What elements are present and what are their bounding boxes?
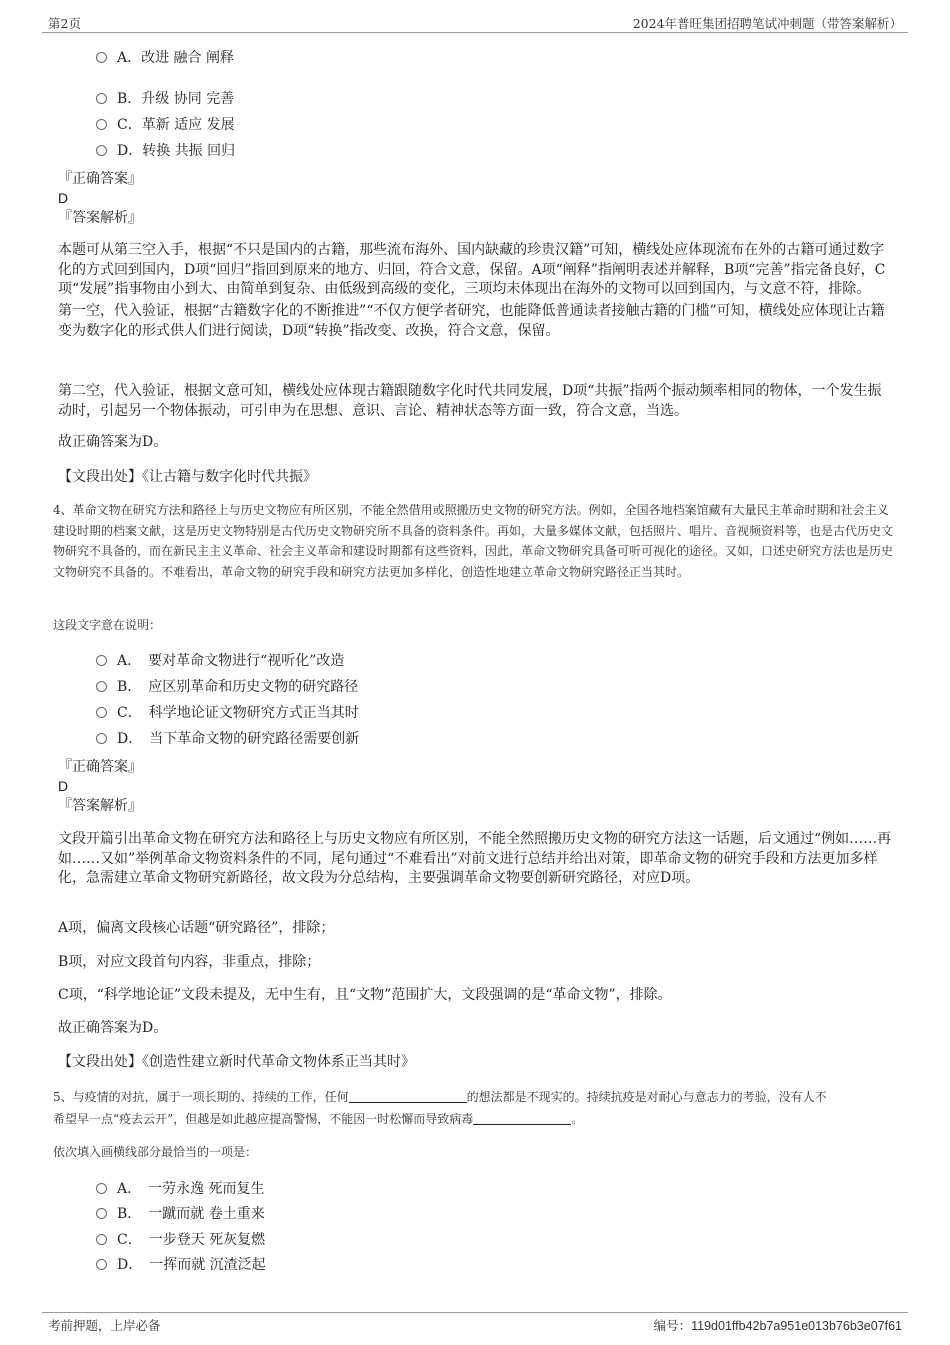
document-id: 编号：119d01ffb42b7a951e013b76b3e07f61 (653, 1319, 902, 1333)
radio-icon[interactable] (96, 1208, 107, 1219)
q4-analysis-item: C项，“科学地论证”文段未提及，无中生有，且“文物”范围扩大，文段强调的是“革命文物”，排除。 (58, 987, 672, 1003)
radio-icon[interactable] (96, 707, 107, 718)
q4-analysis-conclusion: 故正确答案为D。 (58, 1020, 168, 1036)
q3-option-c[interactable]: C．革新 适应 发展 (96, 116, 235, 134)
radio-icon[interactable] (96, 93, 107, 104)
q4-option-d[interactable]: D． 当下革命文物的研究路径需要创新 (96, 730, 359, 748)
q4-option-c[interactable]: C． 科学地论证文物研究方式正当其时 (96, 704, 359, 722)
q4-answer: D (58, 778, 69, 794)
q3-answer: D (58, 190, 69, 206)
q4-prompt: 这段文字意在说明： (53, 618, 162, 632)
q5-stem-line1: 5、与疫情的对抗，属于一项长期的、持续的工作，任何 的想法都是不现实的。持续抗疫是对耐心与意志力的考验，没有人不 (53, 1090, 827, 1104)
radio-icon[interactable] (96, 52, 107, 63)
q5-prompt: 依次填入画横线部分最恰当的一项是： (53, 1145, 258, 1159)
q3-analysis-paragraph: 第一空，代入验证，根据“古籍数字化的不断推进”“不仅方便学者研究，也能降低普通读者接触古籍的门槛”可知，横线处应体现让古籍变为数字化的形式供人们进行阅读，D项“转换”指改变、改换，符合文意，保留。 (58, 303, 885, 339)
page-footer (42, 1312, 908, 1335)
q4-source: 【文段出处】《创造性建立新时代革命文物体系正当其时》 (58, 1054, 415, 1070)
radio-icon[interactable] (96, 655, 107, 666)
radio-icon[interactable] (96, 681, 107, 692)
q4-option-a[interactable]: A． 要对革命文物进行“视听化”改造 (96, 652, 344, 670)
radio-icon[interactable] (96, 1259, 107, 1270)
radio-icon[interactable] (96, 145, 107, 156)
blank-line[interactable] (473, 1112, 571, 1125)
document-title: 2024年普旺集团招聘笔试冲刺题（带答案解析） (632, 16, 902, 31)
radio-icon[interactable] (96, 1234, 107, 1245)
page-number: 第2页 (48, 16, 81, 31)
q3-source: 【文段出处】《让古籍与数字化时代共振》 (58, 469, 317, 485)
q4-analysis-paragraph: 文段开篇引出革命文物在研究方法和路径上与历史文物应有所区别，不能全然照搬历史文物的研究方法这一话题，后文通过“例如……再如……又如”举例革命文物资料条件的不同，尾句通过“不难看出”对前文进行总结并给出对策，即革命文物的研究手段和方法更加多样化，急需建立革命文物研究新路径，故文段为分总结构，主要强调革命文物要创新研究路径，对应D项。 (58, 831, 892, 886)
radio-icon[interactable] (96, 119, 107, 130)
q4-stem: 4、革命文物在研究方法和路径上与历史文物应有所区别，不能全然借用或照搬历史文物的研究方法。例如，全国各地档案馆藏有大量民主革命时期和社会主义建设时期的档案文献，这是历史文物特别是古代历史文物研究所不具备的资料条件。再如，大量多媒体文献，包括照片、唱片、音视频资料等，也是古代历史文物研究不具备的，而在新民主主义革命、社会主义革命和建设时期都有这些资料，因此，革命文物研究具备可听可视化的途径。又如，口述史研究方法也是历史文物研究不具备的。不难看出，革命文物的研究手段和研究方法更加多样化，创造性地建立革命文物研究路径正当其时。 (53, 503, 894, 579)
q3-analysis-paragraph: 第二空，代入验证，根据文意可知，横线处应体现古籍跟随数字化时代共同发展，D项“共振”指两个振动频率相同的物体，一个发生振动时，引起另一个物体振动，可引申为在思想、意识、言论、精神状态等方面一致，符合文意，当选。 (58, 383, 882, 419)
q3-option-d[interactable]: D．转换 共振 回归 (96, 142, 235, 160)
radio-icon[interactable] (96, 1183, 107, 1194)
q3-analysis-label: 『答案解析』 (58, 210, 142, 226)
q3-option-b[interactable]: B．升级 协同 完善 (96, 90, 234, 108)
q4-analysis-item: A项，偏离文段核心话题“研究路径”，排除； (58, 920, 335, 936)
q4-option-b[interactable]: B． 应区别革命和历史文物的研究路径 (96, 678, 358, 696)
q5-option-b[interactable]: B． 一蹴而就 卷土重来 (96, 1205, 265, 1223)
q4-analysis-label: 『答案解析』 (58, 798, 142, 814)
blank-line[interactable] (349, 1090, 467, 1103)
q5-option-d[interactable]: D． 一挥而就 沉渣泛起 (96, 1256, 266, 1274)
q5-stem-line2: 希望早一点“疫去云开”，但越是如此越应提高警惕，不能因一时松懈而导致病毒 。 (53, 1112, 584, 1126)
page-header (42, 14, 908, 33)
q3-option-a[interactable]: A．改进 融合 阐释 (96, 49, 234, 67)
q3-analysis-conclusion: 故正确答案为D。 (58, 434, 168, 450)
q3-answer-label: 『正确答案』 (58, 171, 142, 187)
q3-analysis-paragraph: 本题可从第三空入手，根据“不只是国内的古籍，那些流布海外、国内缺藏的珍贵汉籍”可知，横线处应体现流布在外的古籍可通过数字化的方式回到国内，D项“回归”指回到原来的地方、归回，符合文意，保留。A项“阐释”指阐明表述并解释，B项“完善”指完备良好，C项“发展”指事物由小到大、由简单到复杂、由低级到高级的变化，三项均未体现出在海外的文物可以回到国内，与文意不符，排除。 (58, 242, 886, 297)
q5-option-a[interactable]: A． 一劳永逸 死而复生 (96, 1180, 265, 1198)
radio-icon[interactable] (96, 733, 107, 744)
q4-analysis-item: B项，对应文段首句内容，非重点，排除； (58, 954, 321, 970)
q5-option-c[interactable]: C． 一步登天 死灰复燃 (96, 1231, 265, 1249)
q4-answer-label: 『正确答案』 (58, 759, 142, 775)
footer-slogan: 考前押题，上岸必备 (48, 1318, 161, 1333)
